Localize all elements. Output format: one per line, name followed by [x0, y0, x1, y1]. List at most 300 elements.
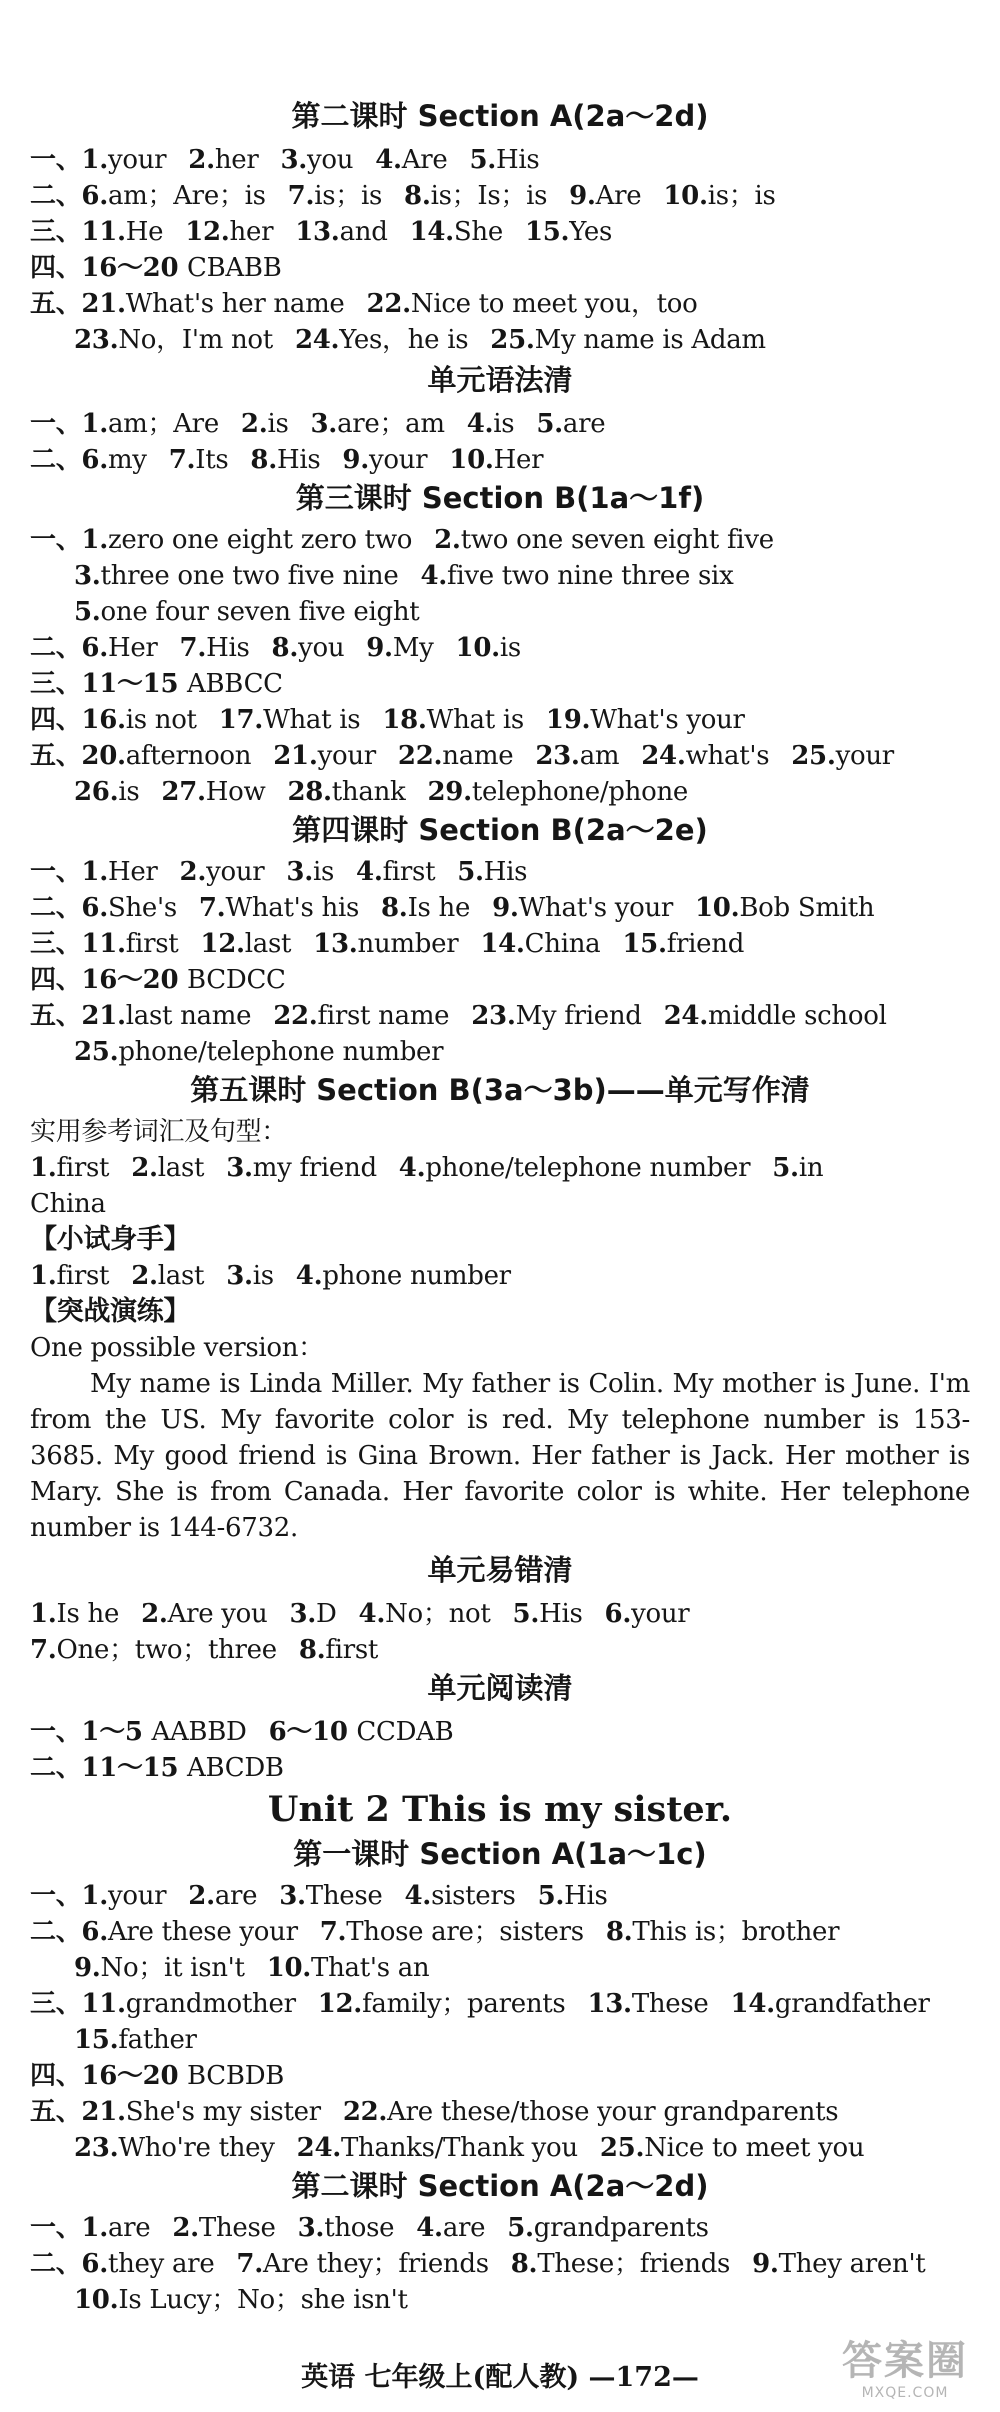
question-number: 9.: [492, 893, 519, 923]
answer-text: My name is Adam: [534, 325, 766, 355]
answer-item: [342, 445, 427, 475]
answer-text: is: [267, 409, 289, 439]
answer-text: She's my sister: [125, 2097, 321, 2127]
answer-text: her: [214, 145, 259, 175]
answer-text: are: [562, 409, 606, 439]
answer-item: [200, 929, 291, 959]
answer-text: His: [496, 145, 540, 175]
question-number: 24.: [641, 741, 686, 771]
question-number: 25.: [599, 2133, 645, 2163]
answer-item: [180, 633, 250, 663]
question-number: 21.: [273, 741, 318, 771]
answer-item: [356, 857, 435, 887]
question-number: 24.: [663, 1001, 708, 1031]
answer-line: [74, 1034, 443, 1070]
section-heading: 单元阅读清: [427, 1671, 573, 1705]
answer-item: [30, 2061, 284, 2091]
question-number: 22.: [342, 2097, 388, 2127]
section-heading: 第三课时 Section B(1a～1f): [295, 481, 705, 515]
answer-line: [30, 1186, 106, 1222]
question-number: 12.: [317, 1989, 363, 2019]
question-number: 9.: [569, 181, 596, 211]
answer-text: first: [56, 1153, 110, 1183]
answer-item: [410, 217, 503, 247]
answer-item: [74, 2285, 408, 2315]
question-number: 一、1.: [30, 145, 108, 175]
answer-item: [30, 2213, 150, 2243]
question-number: 6～10: [268, 1717, 357, 1747]
question-number: 4.: [398, 1153, 426, 1183]
answer-text: His: [483, 857, 528, 887]
question-number: 3.: [297, 2213, 325, 2243]
section-heading: Unit 2 This is my sister.: [267, 1789, 733, 1830]
answer-text: Her: [107, 633, 158, 663]
answer-text: Are they；friends: [262, 2249, 489, 2279]
answer-text: Is Lucy；No；she isn't: [118, 2285, 408, 2315]
question-number: 8.: [250, 445, 277, 475]
answer-line: [30, 630, 521, 666]
answer-text: BCBDB: [187, 2061, 285, 2091]
section-heading: 第一课时 Section A(1a～1c): [293, 1837, 707, 1871]
question-number: 25.: [74, 1037, 119, 1067]
answer-item: [30, 1153, 109, 1183]
answer-item: [180, 857, 265, 887]
answer-text: One；two；three: [56, 1635, 277, 1665]
answer-item: [295, 325, 468, 355]
question-number: 四、16.: [30, 705, 126, 735]
answer-text: zero one eight zero two: [107, 525, 413, 555]
question-number: 4.: [358, 1599, 386, 1629]
answer-item: [30, 857, 158, 887]
answer-line: [30, 250, 282, 286]
question-number: 10.: [663, 181, 708, 211]
question-number: 22.: [366, 289, 411, 319]
answer-text: Those are；sisters: [346, 1917, 584, 1947]
answer-item: [30, 1117, 287, 1147]
question-number: 7.: [319, 1917, 347, 1947]
answer-text: 实用参考词汇及句型：: [30, 1117, 288, 1147]
answer-text: last: [157, 1261, 205, 1291]
answer-text: last: [244, 929, 292, 959]
question-number: 2.: [188, 145, 215, 175]
question-number: 15.: [524, 217, 570, 247]
answer-line: [30, 926, 744, 962]
answer-line: [30, 702, 745, 738]
answer-text: My: [392, 633, 434, 663]
question-number: 5.: [457, 857, 484, 887]
answer-text: is not: [125, 705, 197, 735]
answer-text: His: [206, 633, 250, 663]
answer-item: [296, 1261, 511, 1291]
answer-item: [513, 1599, 583, 1629]
question-number: 3.: [226, 1261, 253, 1291]
answer-text: Are these/those your grandparents: [387, 2097, 839, 2127]
answer-text: five two nine three six: [447, 561, 734, 591]
answer-item: [269, 1717, 454, 1747]
question-number: 4.: [466, 409, 494, 439]
answer-text: your: [107, 145, 167, 175]
answer-text: How: [205, 777, 266, 807]
answer-line: [30, 998, 887, 1034]
answer-text: my: [107, 445, 147, 475]
answer-item: [298, 2213, 395, 2243]
answer-item: [30, 669, 283, 699]
question-number: 6.: [604, 1599, 632, 1629]
answer-item: [457, 857, 527, 887]
answer-text: phone number: [322, 1261, 511, 1291]
question-number: 5.: [772, 1153, 799, 1183]
answer-line: [30, 890, 874, 926]
answer-line: [30, 738, 894, 774]
answer-item: [416, 2213, 485, 2243]
answer-line: [30, 1914, 839, 1950]
answer-item: [250, 445, 320, 475]
answer-line: [30, 1714, 453, 1750]
answer-line: [30, 1150, 823, 1186]
answer-item: [480, 929, 600, 959]
question-number: 19.: [545, 705, 591, 735]
answer-item: [236, 2249, 488, 2279]
question-number: 7.: [236, 2249, 263, 2279]
watermark-logo-text: 答案圈: [842, 2338, 968, 2384]
answer-item: [30, 217, 163, 247]
answer-line: [74, 774, 688, 810]
answer-item: [199, 893, 359, 923]
answer-text: first: [125, 929, 179, 959]
answer-text: His: [276, 445, 321, 475]
question-number: 三、11.: [30, 1989, 126, 2019]
question-number: 7.: [179, 633, 207, 663]
question-number: 2.: [131, 1261, 158, 1291]
answer-text: first: [325, 1635, 379, 1665]
answer-text: and: [339, 217, 388, 247]
answer-item: [74, 325, 273, 355]
answer-item: [30, 145, 166, 175]
answer-item: [30, 1635, 277, 1665]
question-number: 10.: [74, 2285, 119, 2315]
answer-text: thank: [331, 777, 406, 807]
answer-text: last name: [125, 1001, 252, 1031]
question-number: 23.: [74, 325, 119, 355]
answer-item: [367, 289, 698, 319]
answer-item: [420, 561, 733, 591]
answer-text: Are you: [167, 1599, 268, 1629]
watermark-logo: [830, 2338, 980, 2408]
question-number: 三、11.: [30, 929, 126, 959]
answer-item: [30, 741, 251, 771]
answer-item: [30, 929, 178, 959]
question-number: 二、6.: [30, 445, 108, 475]
question-number: 4.: [416, 2213, 443, 2243]
answer-text: Her: [107, 857, 158, 887]
answer-item: [30, 1753, 284, 1783]
question-number: 8.: [271, 633, 299, 663]
answer-item: [30, 181, 266, 211]
question-number: 3.: [74, 561, 101, 591]
answer-text: ABCDB: [187, 1753, 284, 1783]
answer-item: [299, 1635, 378, 1665]
answer-item: [241, 409, 289, 439]
answer-item: [30, 1989, 296, 2019]
answer-text: your: [107, 1881, 167, 1911]
answer-text: number: [357, 929, 459, 959]
answer-text: These；friends: [537, 2249, 731, 2279]
answer-item: [318, 1989, 566, 2019]
subsection-label: 【突战演练】: [30, 1296, 191, 1327]
answer-text: friend: [666, 929, 745, 959]
answer-text: What's your: [518, 893, 674, 923]
answer-item: [605, 1599, 690, 1629]
answer-line: [30, 522, 774, 558]
answer-item: [169, 445, 229, 475]
answer-text: are: [442, 2213, 486, 2243]
answer-line: [30, 406, 605, 442]
answer-text: Yes，he is: [339, 325, 469, 355]
answer-item: [752, 2249, 925, 2279]
answer-line: [30, 2058, 284, 2094]
answer-line: [30, 142, 539, 178]
answer-text: Are: [595, 181, 642, 211]
question-number: 8.: [510, 2249, 538, 2279]
answer-item: [525, 217, 612, 247]
question-number: 8.: [404, 181, 431, 211]
answer-text: Who're they: [118, 2133, 275, 2163]
answer-text: CCDAB: [356, 1717, 454, 1747]
answer-line: [74, 594, 419, 630]
question-number: 五、21.: [30, 1001, 126, 1031]
question-number: 12.: [200, 929, 245, 959]
answer-item: [295, 217, 387, 247]
answer-text: Nice to meet you，too: [410, 289, 698, 319]
answer-item: [30, 633, 158, 663]
question-number: 一、1.: [30, 409, 108, 439]
answer-text: No；it isn't: [100, 1953, 245, 1983]
answer-text: first: [382, 857, 436, 887]
answer-line: [74, 2130, 864, 2166]
answer-text: your: [206, 857, 265, 887]
answer-text: am；Are: [107, 409, 219, 439]
answer-text: you: [298, 633, 345, 663]
question-number: 29.: [427, 777, 472, 807]
answer-item: [492, 893, 673, 923]
answer-item: [30, 409, 219, 439]
answer-line: [30, 442, 543, 478]
question-number: 27.: [161, 777, 206, 807]
answer-text: She's: [107, 893, 177, 923]
question-number: 4.: [420, 561, 447, 591]
answer-line: [30, 2210, 709, 2246]
answer-text: your: [631, 1599, 690, 1629]
question-number: 3.: [289, 1599, 316, 1629]
section-heading: 第二课时 Section A(2a～2d): [291, 99, 709, 133]
answer-item: [74, 1037, 443, 1067]
answer-item: [695, 893, 874, 923]
answer-item: [538, 1881, 608, 1911]
answer-item: [405, 1881, 516, 1911]
question-number: 二、6.: [30, 2249, 108, 2279]
question-number: 五、20.: [30, 741, 126, 771]
question-number: 5.: [537, 1881, 565, 1911]
answer-text: grandmother: [125, 1989, 296, 2019]
answer-text: They aren't: [778, 2249, 926, 2279]
question-number: 一、1～5: [30, 1717, 152, 1747]
answer-item: [30, 2097, 321, 2127]
answer-text: is；is: [314, 181, 383, 211]
question-number: 4.: [295, 1261, 323, 1291]
answer-item: [569, 181, 641, 211]
answer-text: three one two five nine: [100, 561, 399, 591]
answer-item: [30, 2249, 214, 2279]
answer-text: what's: [685, 741, 770, 771]
answer-text: your: [835, 741, 894, 771]
answer-text: is: [499, 633, 521, 663]
answer-text: These: [631, 1989, 709, 2019]
answer-item: [74, 1953, 245, 1983]
answer-item: [404, 181, 547, 211]
answer-line: [30, 962, 286, 998]
answer-item: [188, 145, 258, 175]
answer-item: [381, 893, 470, 923]
question-number: 22.: [273, 1001, 318, 1031]
answer-line: [30, 1632, 378, 1668]
question-number: 2.: [240, 409, 268, 439]
question-number: 25.: [791, 741, 836, 771]
answer-line: [74, 322, 766, 358]
question-number: 23.: [471, 1001, 516, 1031]
answer-item: [161, 777, 265, 807]
answer-line: [30, 666, 283, 702]
answer-item: [467, 409, 515, 439]
section-heading: 第四课时 Section B(2a～2e): [292, 813, 708, 847]
answer-text: afternoon: [125, 741, 252, 771]
question-number: 5.: [469, 145, 497, 175]
answer-text: is: [493, 409, 515, 439]
answer-text: My friend: [515, 1001, 642, 1031]
question-number: 9.: [366, 633, 393, 663]
answer-text: Bob Smith: [739, 893, 875, 923]
question-number: 9.: [74, 1953, 101, 1983]
answer-text: phone/telephone number: [425, 1153, 751, 1183]
question-number: 17.: [218, 705, 264, 735]
answer-item: [30, 1001, 251, 1031]
answer-line: [74, 2282, 408, 2318]
question-number: 12.: [185, 217, 230, 247]
answer-item: [30, 1599, 119, 1629]
question-number: 四、16～20: [30, 253, 188, 283]
question-number: 9.: [752, 2249, 779, 2279]
answer-text: name: [442, 741, 514, 771]
answer-item: [289, 1599, 336, 1629]
answer-text: her: [229, 217, 274, 247]
answer-item: [507, 2213, 708, 2243]
answer-text: These: [198, 2213, 276, 2243]
question-number: 一、1.: [30, 525, 108, 555]
answer-text: Its: [195, 445, 229, 475]
answer-line: [30, 178, 776, 214]
answer-item: [219, 705, 361, 735]
question-number: 13.: [313, 929, 358, 959]
answer-item: [30, 525, 412, 555]
question-number: 5.: [74, 597, 101, 627]
answer-text: sisters: [431, 1881, 516, 1911]
answer-item: [641, 741, 769, 771]
question-number: 25.: [490, 325, 535, 355]
question-number: 4.: [404, 1881, 432, 1911]
answer-item: [74, 2025, 197, 2055]
answer-item: [273, 1001, 449, 1031]
answer-text: D: [316, 1599, 337, 1629]
question-number: 4.: [356, 857, 383, 887]
answer-item: [663, 181, 775, 211]
answer-item: [449, 445, 543, 475]
answer-text: grandparents: [533, 2213, 709, 2243]
answer-item: [131, 1261, 204, 1291]
question-number: 1.: [30, 1599, 57, 1629]
answer-text: He: [125, 217, 164, 247]
question-number: 1.: [30, 1153, 57, 1183]
question-number: 五、21.: [30, 289, 126, 319]
answer-text: This is；brother: [632, 1917, 840, 1947]
question-number: 7.: [168, 445, 196, 475]
answer-item: [791, 741, 894, 771]
answer-item: [267, 1953, 430, 1983]
answer-item: [74, 2133, 275, 2163]
answer-text: No；not: [385, 1599, 491, 1629]
answer-item: [273, 741, 376, 771]
answer-item: [30, 1717, 247, 1747]
question-number: 5.: [507, 2213, 534, 2243]
answer-text: two one seven eight five: [460, 525, 774, 555]
answer-text: is: [118, 777, 140, 807]
subsection-label: 【小试身手】: [30, 1224, 191, 1255]
answer-text: your: [368, 445, 428, 475]
answer-line: [30, 2246, 925, 2282]
answer-text: is；is: [707, 181, 776, 211]
answer-text: His: [564, 1881, 608, 1911]
answer-item: [375, 145, 447, 175]
answer-item: [359, 1599, 491, 1629]
answer-text: middle school: [707, 1001, 887, 1031]
answer-item: [30, 1261, 109, 1291]
answer-item: [188, 1881, 257, 1911]
question-number: 7.: [287, 181, 315, 211]
answer-text: She: [453, 217, 503, 247]
answer-text: am；Are；is: [107, 181, 266, 211]
page-footer: 英语 七年级上(配人教) —172—: [301, 2362, 699, 2393]
answer-item: [74, 777, 139, 807]
answer-text: ABBCC: [187, 669, 283, 699]
answer-line: [30, 1114, 287, 1150]
answer-line: [30, 1596, 689, 1632]
answer-text: telephone/phone: [471, 777, 688, 807]
answer-item: [226, 1261, 274, 1291]
answer-item: [30, 705, 197, 735]
answer-item: [490, 325, 765, 355]
question-number: 10.: [695, 893, 740, 923]
answer-text: is: [312, 857, 335, 887]
answer-text: phone/telephone number: [118, 1037, 444, 1067]
question-number: 3.: [310, 409, 338, 439]
question-number: 15.: [622, 929, 667, 959]
question-number: 13.: [587, 1989, 632, 2019]
answer-item: [297, 2133, 578, 2163]
question-number: 8.: [298, 1635, 326, 1665]
answer-item: [772, 1153, 823, 1183]
answer-text: These: [305, 1881, 383, 1911]
answer-text: Is he: [56, 1599, 120, 1629]
question-number: 15.: [74, 2025, 119, 2055]
answer-item: [382, 705, 524, 735]
